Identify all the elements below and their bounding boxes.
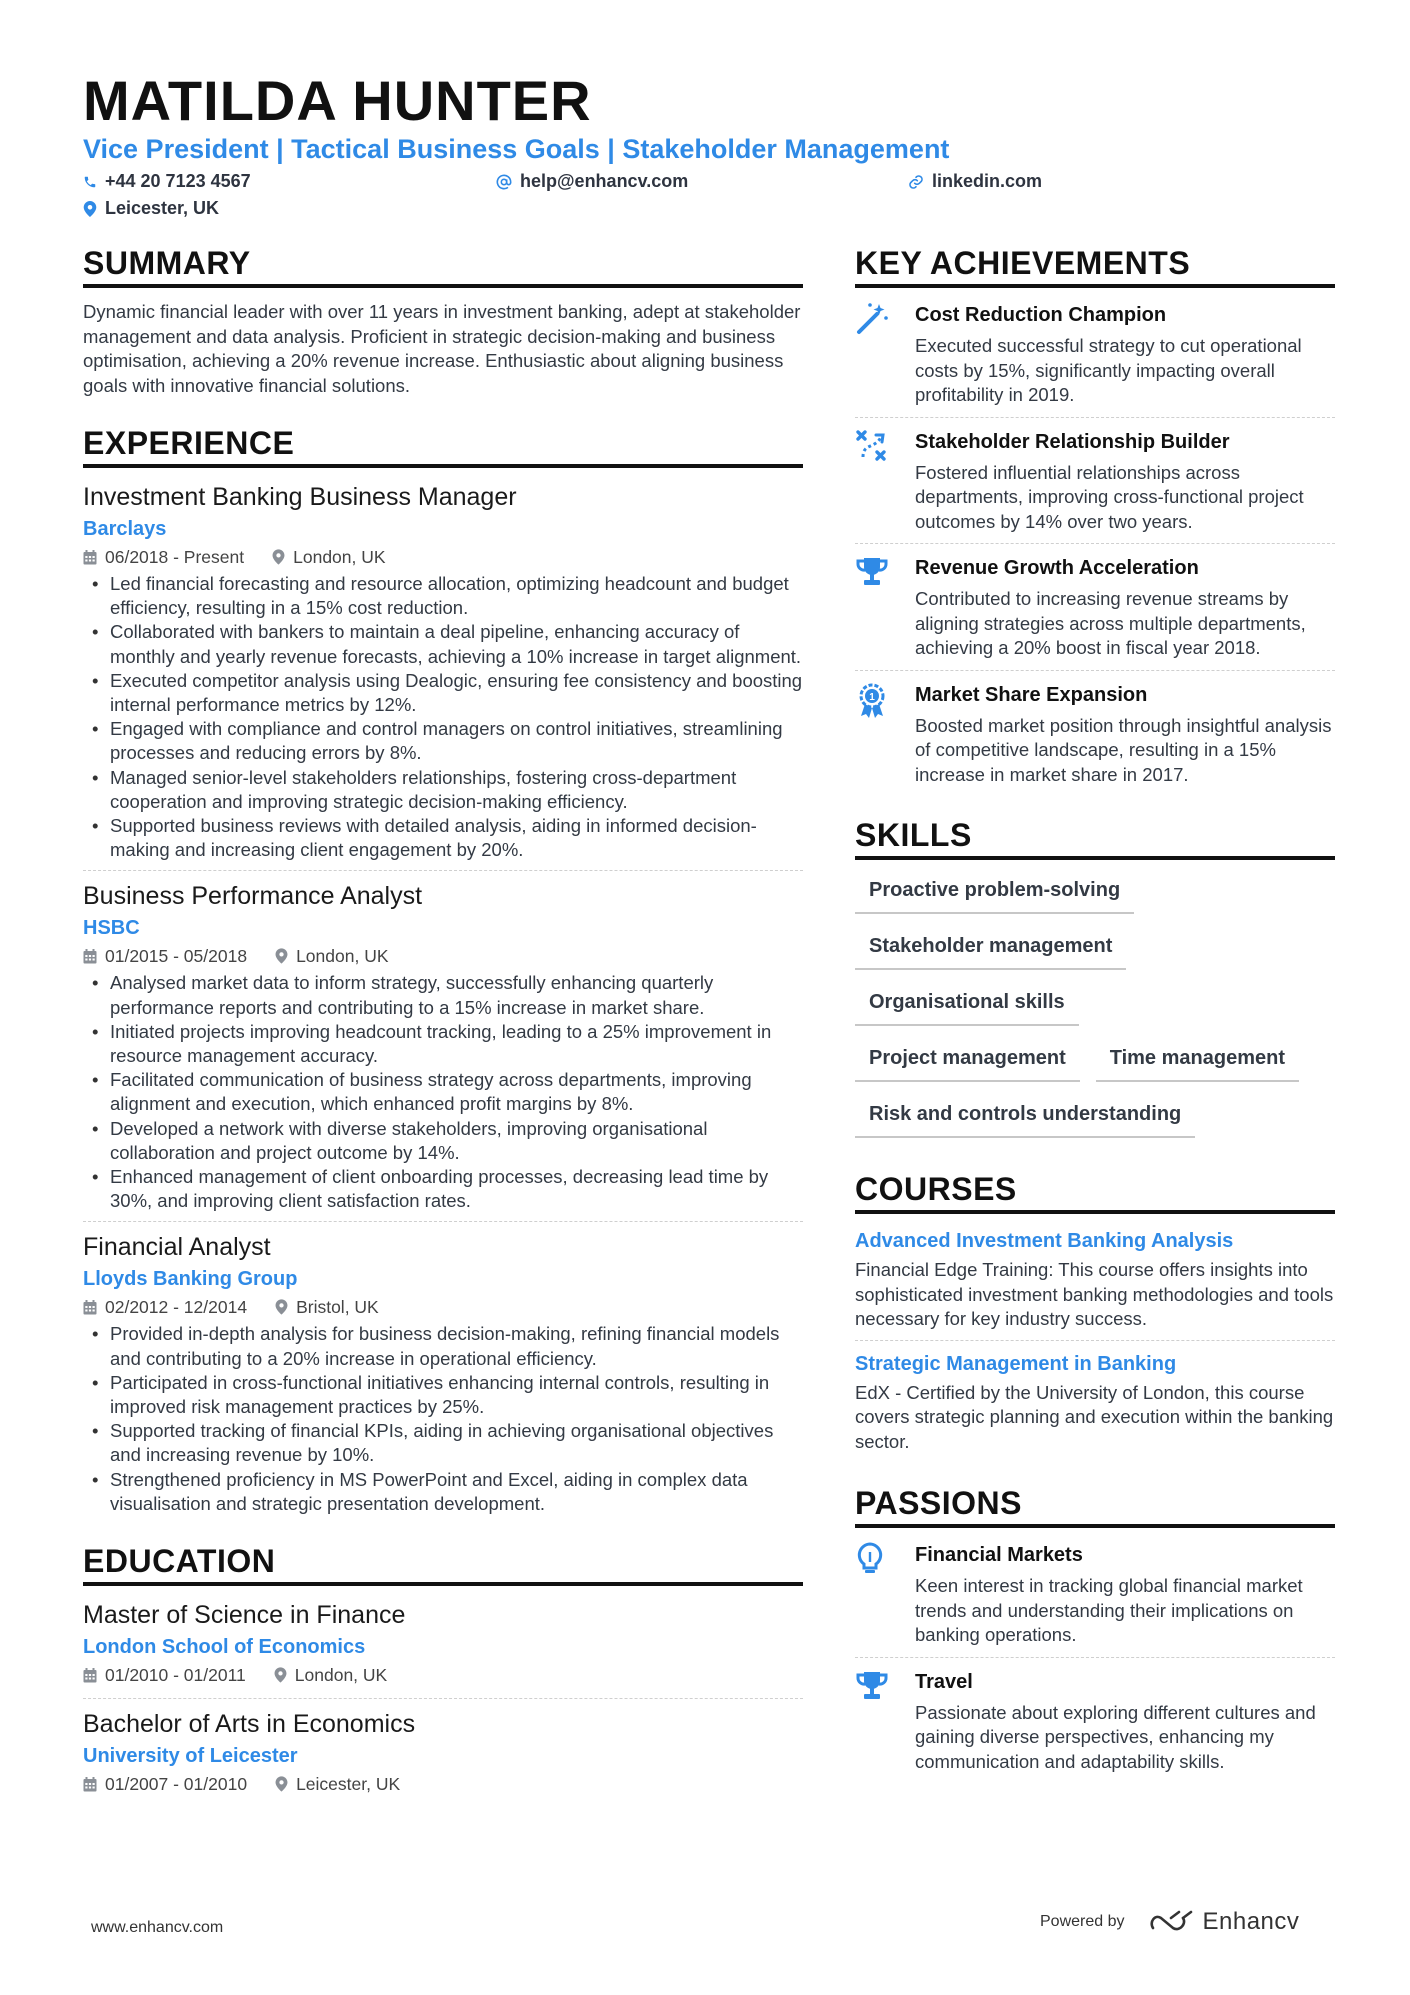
achievement-title: Market Share Expansion xyxy=(915,683,1148,706)
bullet: • Initiated projects improving headcount tracking, leading to a 25% improvement in resource management accuracy. xyxy=(83,1020,803,1068)
medal-icon xyxy=(855,682,889,718)
education-dates xyxy=(83,1771,247,1797)
summary-section xyxy=(83,244,803,398)
bullet: • Engaged with compliance and control managers on control initiatives, streamlining processes and reducing errors by 8%. xyxy=(83,717,803,765)
job-location xyxy=(275,1294,379,1320)
location-text: Leicester, UK xyxy=(105,198,220,218)
company-name: HSBC xyxy=(83,917,140,940)
bullet: • Supported tracking of financial KPIs, aiding in achieving organisational objectives and increasing revenue by 10%. xyxy=(83,1419,803,1467)
education-heading: EDUCATION xyxy=(83,1542,803,1586)
job-bullets xyxy=(83,572,803,862)
skills-section xyxy=(855,816,1335,1152)
svg-text:1: 1 xyxy=(869,691,875,703)
passion-item xyxy=(855,1540,1335,1658)
job-meta xyxy=(83,943,803,969)
location-pin-icon xyxy=(275,1299,288,1315)
school-name: University of Leicester xyxy=(83,1745,298,1768)
location-pin-icon xyxy=(83,201,97,217)
achievement-desc: Executed successful strategy to cut operational costs by 15%, significantly impacting overall profitability in 2019. xyxy=(915,335,1302,405)
calendar-icon xyxy=(83,949,97,964)
job-dates xyxy=(83,544,244,570)
courses-section xyxy=(855,1170,1335,1462)
footer-branding xyxy=(1040,1908,1299,1936)
job-meta xyxy=(83,544,803,570)
location-text: London, UK xyxy=(294,1665,388,1686)
education-section xyxy=(83,1542,803,1807)
skill-tag: Risk and controls understanding xyxy=(855,1096,1195,1138)
achievement-desc: Boosted market position through insightful analysis of competitive landscape, resulting in a 15% increase in market share in 2017. xyxy=(915,714,1332,785)
bullet: • Led financial forecasting and resource allocation, optimizing headcount and budget efficiency, resulting in a 15% cost reduction. xyxy=(83,572,803,620)
job-title: Investment Banking Business Manager xyxy=(83,483,517,511)
phone-text: +44 20 7123 4567 xyxy=(105,171,251,191)
location-text: London, UK xyxy=(293,547,386,567)
achievement-item xyxy=(855,553,1335,671)
footer-website[interactable]: www.enhancv.com xyxy=(91,1919,224,1936)
location-pin-icon xyxy=(275,1776,288,1792)
education-item xyxy=(83,1598,803,1699)
company-name: Lloyds Banking Group xyxy=(83,1268,298,1291)
courses-heading: COURSES xyxy=(855,1170,1335,1214)
skills-list xyxy=(855,872,1335,1152)
link-icon xyxy=(908,174,924,190)
course-title: Advanced Investment Banking Analysis xyxy=(855,1230,1234,1252)
candidate-title: Vice President | Tactical Business Goals | Stakeholder Management xyxy=(83,134,950,164)
bullet: • Provided in-depth analysis for business decision-making, refining financial models and contributing to a 20% increase in operational efficiency. xyxy=(83,1322,803,1370)
location-pin-icon xyxy=(275,948,288,964)
achievement-item xyxy=(855,427,1335,545)
job-location xyxy=(272,544,385,570)
course-item xyxy=(855,1349,1335,1463)
education-meta xyxy=(83,1771,803,1797)
achievement-desc: Fostered influential relationships across departments, improving cross-functional project outcomes by 14% over two years. xyxy=(915,461,1304,532)
dates-text: 02/2012 - 12/2014 xyxy=(105,1297,248,1318)
phone-icon xyxy=(83,175,97,189)
passions-section xyxy=(855,1484,1335,1783)
summary-heading: SUMMARY xyxy=(83,244,803,288)
education-dates xyxy=(83,1662,246,1688)
strategy-icon xyxy=(855,429,889,463)
candidate-name: MATILDA HUNTER xyxy=(83,69,592,132)
bullet: • Managed senior-level stakeholders relationships, fostering cross-department cooperation and improving strategic decision-making efficiency. xyxy=(83,766,803,814)
course-item xyxy=(855,1226,1335,1341)
achievement-item xyxy=(855,680,1335,797)
company-name: Barclays xyxy=(83,518,167,540)
passion-item xyxy=(855,1667,1335,1784)
calendar-icon xyxy=(83,1668,97,1683)
bullet: • Enhanced management of client onboarding processes, decreasing lead time by 30%, and improving client satisfaction rates. xyxy=(83,1165,803,1213)
contact-phone xyxy=(83,171,251,192)
job-title: Business Performance Analyst xyxy=(83,882,423,911)
job-dates xyxy=(83,943,247,969)
passion-desc: Passionate about exploring different cultures and gaining diverse perspectives, enhancing my communication and adaptability skills. xyxy=(915,1701,1316,1772)
education-meta xyxy=(83,1662,803,1688)
achievement-title: Stakeholder Relationship Builder xyxy=(915,430,1230,453)
experience-section xyxy=(83,424,803,1524)
bullet: • Developed a network with diverse stakeholders, improving organisational collaboration and project outcome by 14%. xyxy=(83,1117,803,1165)
passion-title: Financial Markets xyxy=(915,1544,1083,1566)
job-meta xyxy=(83,1294,803,1320)
website-text: linkedin.com xyxy=(932,171,1043,191)
passion-title: Travel xyxy=(915,1670,973,1693)
skill-tag: Proactive problem-solving xyxy=(855,872,1134,914)
experience-item xyxy=(83,879,803,1222)
achievement-item xyxy=(855,300,1335,418)
education-location xyxy=(275,1771,400,1797)
contact-email[interactable] xyxy=(496,171,688,192)
location-text: London, UK xyxy=(296,946,389,967)
degree: Master of Science in Finance xyxy=(83,1601,406,1630)
skill-tag: Time management xyxy=(1096,1040,1299,1082)
course-desc: EdX - Certified by the University of London, this course covers strategic planning and execution within the banking sector. xyxy=(855,1381,1334,1452)
bullet: • Supported business reviews with detailed analysis, aiding in informed decision-making and increasing client engagement by 20%. xyxy=(83,814,803,862)
bullet: • Strengthened proficiency in MS PowerPoint and Excel, aiding in complex data visualisation and strategic presentation development. xyxy=(83,1468,803,1516)
experience-item xyxy=(83,480,803,871)
magic-wand-icon xyxy=(855,302,889,336)
achievements-section xyxy=(855,244,1335,796)
location-text: Bristol, UK xyxy=(296,1297,379,1318)
school-name: London School of Economics xyxy=(83,1636,366,1659)
skill-tag: Stakeholder management xyxy=(855,928,1126,970)
bullet: • Facilitated communication of business strategy across departments, improving alignment and execution, which enhanced profit margins by 8%. xyxy=(83,1068,803,1116)
location-pin-icon xyxy=(272,549,285,565)
skill-tag: Project management xyxy=(855,1040,1080,1082)
calendar-icon xyxy=(83,1300,97,1315)
degree: Bachelor of Arts in Economics xyxy=(83,1710,416,1739)
job-dates xyxy=(83,1294,247,1320)
trophy-icon xyxy=(855,1669,889,1703)
bullet: • Collaborated with bankers to maintain a deal pipeline, enhancing accuracy of monthly and yearly revenue forecasts, achieving a 10% increase in target alignment. xyxy=(83,620,803,668)
job-bullets xyxy=(83,1322,803,1516)
passions-heading: PASSIONS xyxy=(855,1484,1335,1528)
contact-location xyxy=(83,198,219,219)
achievement-title: Revenue Growth Acceleration xyxy=(915,557,1199,579)
dates-text: 01/2015 - 05/2018 xyxy=(105,946,248,967)
left-column xyxy=(83,244,803,1815)
bullet: • Executed competitor analysis using Dealogic, ensuring fee consistency and boosting internal performance metrics by 12%. xyxy=(83,669,803,717)
achievement-desc: Contributed to increasing revenue streams by aligning strategies across multiple departments, achieving a 20% boost in fiscal year 2018. xyxy=(915,588,1306,658)
brand-name: Enhancv xyxy=(1202,1908,1300,1935)
dates-text: 06/2018 - Present xyxy=(105,547,245,567)
dates-text: 01/2007 - 01/2010 xyxy=(105,1774,248,1795)
dates-text: 01/2010 - 01/2011 xyxy=(105,1665,246,1686)
bullet: • Participated in cross-functional initiatives enhancing internal controls, resulting in improved risk management practices by 25%. xyxy=(83,1371,803,1419)
job-bullets xyxy=(83,971,803,1213)
experience-heading: EXPERIENCE xyxy=(83,424,803,468)
achievement-title: Cost Reduction Champion xyxy=(915,304,1167,326)
summary-text: Dynamic financial leader with over 11 years in investment banking, adept at stakeholder management and data analysis. Proficient in strategic decision-making and business optimisation, achieving a 20% revenue increase. Enthusiastic about aligning business goals with innovative financial solutions. xyxy=(83,301,801,396)
skill-tag: Organisational skills xyxy=(855,984,1079,1026)
location-pin-icon xyxy=(274,1667,287,1683)
calendar-icon xyxy=(83,550,97,565)
skills-heading: SKILLS xyxy=(855,816,1335,860)
bullet: • Analysed market data to inform strategy, successfully enhancing quarterly performance reports and contributing to a 15% increase in market share. xyxy=(83,971,803,1019)
achievements-heading: KEY ACHIEVEMENTS xyxy=(855,244,1335,288)
course-title: Strategic Management in Banking xyxy=(855,1352,1177,1375)
right-column xyxy=(855,244,1335,1792)
course-desc: Financial Edge Training: This course offers insights into sophisticated investment banking methodologies and tools necessary for key industry success. xyxy=(855,1259,1334,1329)
email-text: help@enhancv.com xyxy=(520,171,689,191)
experience-item xyxy=(83,1230,803,1524)
at-icon xyxy=(496,174,512,190)
powered-by-text: Powered by xyxy=(1040,1913,1125,1930)
location-text: Leicester, UK xyxy=(296,1774,401,1795)
job-title: Financial Analyst xyxy=(83,1233,271,1262)
job-location xyxy=(275,943,388,969)
trophy-icon xyxy=(855,555,889,589)
lightbulb-icon xyxy=(855,1542,885,1576)
education-item xyxy=(83,1707,803,1807)
passion-desc: Keen interest in tracking global financial market trends and understanding their implications on banking operations. xyxy=(915,1575,1303,1645)
education-location xyxy=(274,1662,387,1688)
contact-website[interactable] xyxy=(908,171,1042,192)
enhancv-logo-icon xyxy=(1149,1910,1195,1934)
calendar-icon xyxy=(83,1777,97,1792)
